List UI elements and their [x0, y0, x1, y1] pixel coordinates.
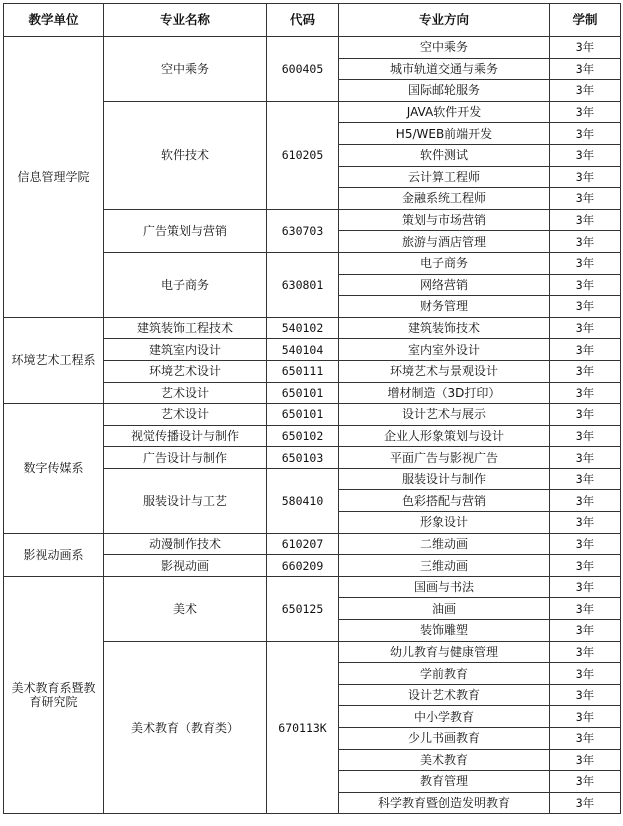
code-cell: 650101: [267, 382, 339, 404]
direction-cell: 装饰雕塑: [339, 620, 550, 642]
years-cell: 3年: [550, 512, 621, 534]
code-cell: 650101: [267, 404, 339, 426]
code-cell: 670113K: [267, 641, 339, 814]
direction-cell: 增材制造（3D打印）: [339, 382, 550, 404]
years-cell: 3年: [550, 447, 621, 469]
direction-cell: 电子商务: [339, 252, 550, 274]
major-cell: 空中乘务: [104, 37, 267, 102]
years-cell: 3年: [550, 663, 621, 685]
direction-cell: 油画: [339, 598, 550, 620]
unit-cell: 信息管理学院: [4, 37, 104, 318]
major-cell: 美术: [104, 576, 267, 641]
direction-cell: 企业人形象策划与设计: [339, 425, 550, 447]
major-cell: 广告策划与营销: [104, 209, 267, 252]
years-cell: 3年: [550, 274, 621, 296]
table-row: [4, 576, 621, 598]
years-cell: 3年: [550, 101, 621, 123]
years-cell: 3年: [550, 749, 621, 771]
code-cell: 580410: [267, 468, 339, 533]
code-cell: 660209: [267, 555, 339, 577]
direction-cell: 平面广告与影视广告: [339, 447, 550, 469]
years-cell: 3年: [550, 641, 621, 663]
years-cell: 3年: [550, 58, 621, 80]
years-cell: 3年: [550, 620, 621, 642]
years-cell: 3年: [550, 317, 621, 339]
major-cell: 艺术设计: [104, 382, 267, 404]
direction-cell: 少儿书画教育: [339, 728, 550, 750]
years-cell: 3年: [550, 706, 621, 728]
code-cell: 610205: [267, 101, 339, 209]
direction-cell: 设计艺术与展示: [339, 404, 550, 426]
header-code: 代码: [267, 4, 339, 37]
direction-cell: 科学教育暨创造发明教育: [339, 792, 550, 814]
direction-cell: 幼儿教育与健康管理: [339, 641, 550, 663]
major-cell: 美术教育（教育类）: [104, 641, 267, 814]
direction-cell: 策划与市场营销: [339, 209, 550, 231]
code-cell: 650103: [267, 447, 339, 469]
code-cell: 540102: [267, 317, 339, 339]
major-cell: 艺术设计: [104, 404, 267, 426]
direction-cell: 环境艺术与景观设计: [339, 360, 550, 382]
header-direction: 专业方向: [339, 4, 550, 37]
major-cell: 建筑室内设计: [104, 339, 267, 361]
table-row: [4, 317, 621, 339]
direction-cell: 学前教育: [339, 663, 550, 685]
years-cell: 3年: [550, 771, 621, 793]
years-cell: 3年: [550, 252, 621, 274]
direction-cell: 设计艺术教育: [339, 684, 550, 706]
years-cell: 3年: [550, 188, 621, 210]
direction-cell: 形象设计: [339, 512, 550, 534]
years-cell: 3年: [550, 37, 621, 59]
direction-cell: 旅游与酒店管理: [339, 231, 550, 253]
majors-table: [3, 3, 621, 814]
years-cell: 3年: [550, 209, 621, 231]
header-major: 专业名称: [104, 4, 267, 37]
years-cell: 3年: [550, 598, 621, 620]
direction-cell: 二维动画: [339, 533, 550, 555]
major-cell: 动漫制作技术: [104, 533, 267, 555]
table-row: [4, 533, 621, 555]
header-row: [4, 4, 621, 37]
direction-cell: 美术教育: [339, 749, 550, 771]
header-years: 学制: [550, 4, 621, 37]
major-cell: 服装设计与工艺: [104, 468, 267, 533]
years-cell: 3年: [550, 684, 621, 706]
major-cell: 广告设计与制作: [104, 447, 267, 469]
years-cell: 3年: [550, 144, 621, 166]
years-cell: 3年: [550, 468, 621, 490]
major-cell: 软件技术: [104, 101, 267, 209]
major-cell: 视觉传播设计与制作: [104, 425, 267, 447]
years-cell: 3年: [550, 576, 621, 598]
major-cell: 电子商务: [104, 252, 267, 317]
direction-cell: 城市轨道交通与乘务: [339, 58, 550, 80]
major-cell: 影视动画: [104, 555, 267, 577]
major-cell: 环境艺术设计: [104, 360, 267, 382]
code-cell: 650102: [267, 425, 339, 447]
years-cell: 3年: [550, 339, 621, 361]
header-unit: 教学单位: [4, 4, 104, 37]
unit-cell: 美术教育系暨教育研究院: [4, 576, 104, 814]
code-cell: 650125: [267, 576, 339, 641]
direction-cell: 网络营销: [339, 274, 550, 296]
years-cell: 3年: [550, 792, 621, 814]
direction-cell: 教育管理: [339, 771, 550, 793]
years-cell: 3年: [550, 533, 621, 555]
direction-cell: 国画与书法: [339, 576, 550, 598]
direction-cell: 空中乘务: [339, 37, 550, 59]
direction-cell: 室内室外设计: [339, 339, 550, 361]
code-cell: 540104: [267, 339, 339, 361]
direction-cell: 建筑装饰技术: [339, 317, 550, 339]
table-row: [4, 404, 621, 426]
unit-cell: 数字传媒系: [4, 404, 104, 534]
years-cell: 3年: [550, 80, 621, 102]
table-body: [4, 37, 621, 814]
direction-cell: 财务管理: [339, 296, 550, 318]
years-cell: 3年: [550, 555, 621, 577]
direction-cell: 中小学教育: [339, 706, 550, 728]
direction-cell: 三维动画: [339, 555, 550, 577]
table-row: [4, 37, 621, 59]
code-cell: 630801: [267, 252, 339, 317]
years-cell: 3年: [550, 425, 621, 447]
years-cell: 3年: [550, 728, 621, 750]
years-cell: 3年: [550, 382, 621, 404]
direction-cell: H5/WEB前端开发: [339, 123, 550, 145]
years-cell: 3年: [550, 296, 621, 318]
years-cell: 3年: [550, 404, 621, 426]
years-cell: 3年: [550, 360, 621, 382]
years-cell: 3年: [550, 166, 621, 188]
years-cell: 3年: [550, 490, 621, 512]
major-cell: 建筑装饰工程技术: [104, 317, 267, 339]
code-cell: 610207: [267, 533, 339, 555]
unit-cell: 影视动画系: [4, 533, 104, 576]
direction-cell: JAVA软件开发: [339, 101, 550, 123]
code-cell: 650111: [267, 360, 339, 382]
direction-cell: 云计算工程师: [339, 166, 550, 188]
code-cell: 630703: [267, 209, 339, 252]
direction-cell: 国际邮轮服务: [339, 80, 550, 102]
direction-cell: 服装设计与制作: [339, 468, 550, 490]
direction-cell: 软件测试: [339, 144, 550, 166]
years-cell: 3年: [550, 231, 621, 253]
direction-cell: 金融系统工程师: [339, 188, 550, 210]
years-cell: 3年: [550, 123, 621, 145]
unit-cell: 环境艺术工程系: [4, 317, 104, 403]
direction-cell: 色彩搭配与营销: [339, 490, 550, 512]
code-cell: 600405: [267, 37, 339, 102]
